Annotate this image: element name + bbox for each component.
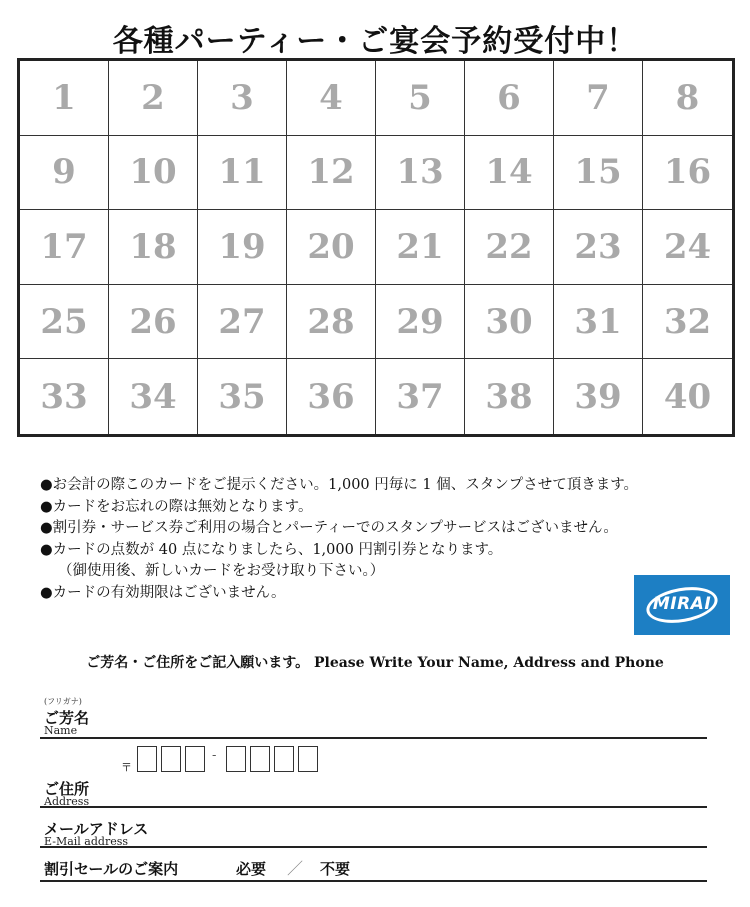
note-5: ●カードの有効期限はございません。 [40,584,286,601]
option-need[interactable]: 必要 [236,860,267,878]
note-3: ●割引券・サービス券ご利用の場合とパーティーでのスタンプサービスはございません。 [40,520,618,536]
stamp-cell: 12 [287,136,376,211]
email-label-en: E-Mail address [44,835,129,848]
stamp-cell: 5 [376,61,465,136]
stamp-cell: 16 [643,136,732,211]
note-4: ●カードの点数が 40 点になりましたら、1,000 円割引券となります。 [40,541,503,558]
stamp-cell: 30 [465,285,554,360]
stamp-cell: 7 [554,61,643,136]
option-divider: ／ [287,859,304,878]
stamp-cell: 37 [376,359,465,434]
name-label: ご芳名 [44,709,90,727]
form-prompt: ご芳名・ご住所をご記入願います。 Please Write Your Name, Address and Phone [86,655,664,671]
postal-mark: 〒 [121,761,132,774]
postal-box-5[interactable] [250,746,270,772]
stamp-cell: 6 [465,61,554,136]
stamp-cell: 17 [20,210,109,285]
stamp-cell: 10 [109,136,198,211]
stamp-grid [17,58,735,437]
stamp-cell: 11 [198,136,287,211]
stamp-cell: 33 [20,359,109,434]
stamp-cell: 18 [109,210,198,285]
postal-box-2[interactable] [161,746,181,772]
stamp-cell: 24 [643,210,732,285]
address-label-en: Address [44,795,90,808]
sale-row-line [40,880,707,882]
stamp-cell: 1 [20,61,109,136]
postal-box-3[interactable] [185,746,205,772]
stamp-cell: 31 [554,285,643,360]
postal-box-4[interactable] [226,746,246,772]
stamp-cell: 34 [109,359,198,434]
stamp-cell: 29 [376,285,465,360]
stamp-cell: 25 [20,285,109,360]
stamp-cell: 8 [643,61,732,136]
stamp-cell: 19 [198,210,287,285]
postal-box-6[interactable] [274,746,294,772]
stamp-cell: 15 [554,136,643,211]
address-label: ご住所 [44,780,90,798]
stamp-cell: 35 [198,359,287,434]
stamp-cell: 3 [198,61,287,136]
note-1: ●お会計の際このカードをご提示ください。1,000 円毎に 1 個、スタンプさせて頂きます。 [40,477,639,493]
stamp-cell: 4 [287,61,376,136]
email-label: メールアドレス [44,820,149,838]
logo-text: MIRAI [652,594,712,614]
stamp-cell: 26 [109,285,198,360]
address-field[interactable] [40,806,707,808]
stamp-cell: 28 [287,285,376,360]
note-2: ●カードをお忘れの際は無効となります。 [40,498,313,515]
stamp-cell: 38 [465,359,554,434]
stamp-cell: 39 [554,359,643,434]
stamp-cell: 9 [20,136,109,211]
stamp-cell: 2 [109,61,198,136]
stamp-cell: 13 [376,136,465,211]
postal-dash: - [212,748,217,763]
name-label-en: Name [44,724,78,737]
stamp-cell: 40 [663,376,712,417]
stamp-cell: 20 [287,210,376,285]
stamp-cell: 14 [465,136,554,211]
furigana-label: (フリガナ) [44,697,82,706]
option-no-need[interactable]: 不要 [320,860,351,878]
stamp-cell: 22 [465,210,554,285]
name-field[interactable] [40,737,707,739]
note-4-sub: （御使用後、新しいカードをお受け取り下さい。） [58,563,385,579]
email-field[interactable] [40,846,707,848]
sale-notice-label: 割引セールのご案内 [44,860,179,878]
page-title: 各種パーティー・ご宴会予約受付中！ [112,24,638,59]
stamp-cell: 36 [287,359,376,434]
stamp-cell: 21 [376,210,465,285]
stamp-cell: 23 [554,210,643,285]
stamp-cell: 32 [643,285,732,360]
postal-box-1[interactable] [137,746,157,772]
notes [40,475,730,604]
postal-box-7[interactable] [298,746,318,772]
mirai-logo [634,575,730,635]
stamp-cell: 27 [198,285,287,360]
